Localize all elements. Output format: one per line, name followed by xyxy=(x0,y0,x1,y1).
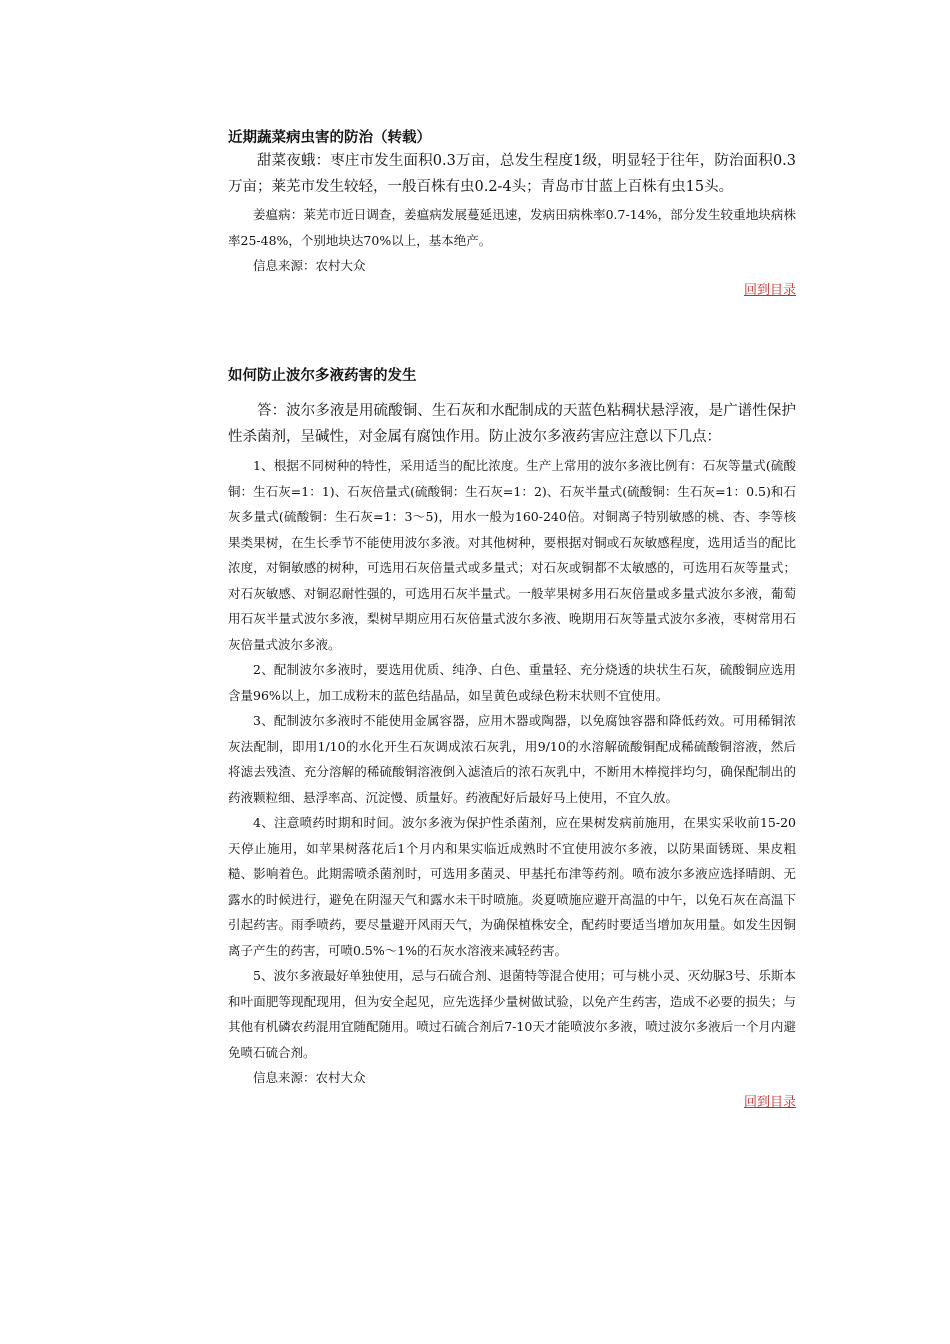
source-line: 信息来源：农村大众 xyxy=(253,258,366,273)
paragraph-point-1: 1、根据不同树种的特性，采用适当的配比浓度。生产上常用的波尔多液比例有：石灰等量式(硫酸铜：生石灰=1：1)、石灰倍量式(硫酸铜：生石灰=1：2)、石灰半量式(硫酸铜：生石灰=1：0.5)和石灰多量式(硫酸铜：生石灰=1：3～5)，用水一般为160-240倍。对铜离子特别敏感的桃、杏、李等核果类果树，在生长季节不能使用波尔多液。对其他树种，要根据对铜或石灰敏感程度，选用适当的配比浓度，对铜敏感的树种，可选用石灰倍量式或多量式；对石灰或铜都不太敏感的，可选用石灰等量式；对石灰敏感、对铜忍耐性强的，可选用石灰半量式。一般苹果树多用石灰倍量或多量式波尔多液，葡萄用石灰半量式波尔多液，梨树早期应用石灰倍量式波尔多液、晚期用石灰等量式波尔多液，枣树常用石灰倍量式波尔多液。 xyxy=(228,458,796,652)
paragraph-ginger-blight: 姜瘟病：莱芜市近日调查，姜瘟病发展蔓延迅速，发病田病株率0.7-14%，部分发生较重地块病株率25-48%，个别地块达70%以上，基本绝产。 xyxy=(228,207,796,248)
back-to-toc-link[interactable]: 回到目录 xyxy=(743,1094,796,1110)
paragraph-point-3: 3、配制波尔多液时不能使用金属容器，应用木器或陶器，以免腐蚀容器和降低药效。可用稀铜浓灰法配制，即用1/10的水化开生石灰调成浓石灰乳，用9/10的水溶解硫酸铜配成稀硫酸铜溶液，然后将滤去残渣、充分溶解的稀硫酸铜溶液倒入滤渣后的浓石灰乳中，不断用木棒搅拌均匀，确保配制出的药液颗粒细、悬浮率高、沉淀慢、质量好。药液配好后最好马上使用，不宜久放。 xyxy=(228,713,796,805)
back-to-toc-link[interactable]: 回到目录 xyxy=(743,282,796,298)
source-line: 信息来源：农村大众 xyxy=(253,1070,366,1085)
paragraph-beet-armyworm: 甜菜夜蛾：枣庄市发生面积0.3万亩，总发生程度1级，明显轻于往年，防治面积0.3万亩；莱芜市发生较轻，一般百株有虫0.2-4头；青岛市甘蓝上百株有虫15头。 xyxy=(228,153,796,195)
paragraph-point-4: 4、注意喷药时期和时间。波尔多液为保护性杀菌剂，应在果树发病前施用，在果实采收前15-20天停止施用，如苹果树落花后1个月内和果实临近成熟时不宜使用波尔多液，以防果面锈斑、果皮粗糙、影响着色。此期需喷杀菌剂时，可选用多菌灵、甲基托布津等药剂。喷布波尔多液应选择晴朗、无露水的时候进行，避免在阴湿天气和露水未干时喷施。炎夏喷施应避开高温的中午，以免石灰在高温下引起药害。雨季喷药，要尽量避开风雨天气，为确保植株安全，配药时要适当增加灰用量。如发生因铜离子产生的药害，可喷0.5%～1%的石灰水溶液来减轻药害。 xyxy=(228,815,796,958)
article-title: 如何防止波尔多液药害的发生 xyxy=(228,367,417,384)
article-vegetable-pests xyxy=(228,128,796,301)
paragraph-point-5: 5、波尔多液最好单独使用，忌与石硫合剂、退菌特等混合使用；可与桃小灵、灭幼脲3号、乐斯本和叶面肥等现配现用，但为安全起见，应先选择少量树做试验，以免产生药害，造成不必要的损失；与其他有机磷农药混用宜随配随用。喷过石硫合剂后7-10天才能喷波尔多液，喷过波尔多液后一个月内避免喷石硫合剂。 xyxy=(228,968,796,1060)
article-bordeaux-mixture xyxy=(228,366,796,1113)
article-title: 近期蔬菜病虫害的防治（转载） xyxy=(228,129,431,146)
paragraph-intro: 答：波尔多液是用硫酸铜、生石灰和水配制成的天蓝色粘稠状悬浮液，是广谱性保护性杀菌剂，呈碱性，对金属有腐蚀作用。防止波尔多液药害应注意以下几点： xyxy=(228,403,796,445)
paragraph-point-2: 2、配制波尔多液时，要选用优质、纯净、白色、重量轻、充分烧透的块状生石灰，硫酸铜应选用含量96%以上，加工成粉末的蓝色结晶品，如呈黄色或绿色粉末状则不宜使用。 xyxy=(228,662,796,703)
